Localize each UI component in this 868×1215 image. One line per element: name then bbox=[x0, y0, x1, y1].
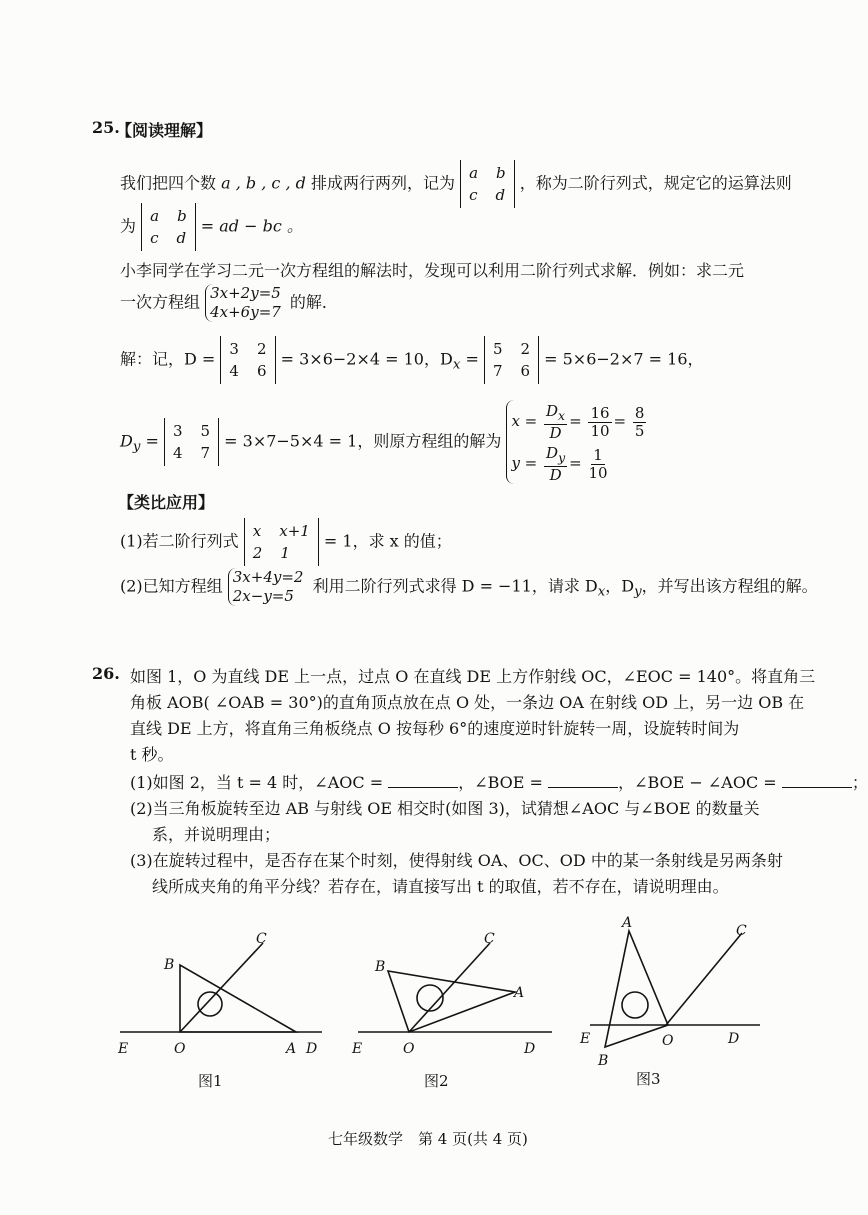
q25-line3: 小李同学在学习二元一次方程组的解法时，发现可以利用二阶行列式求解．例如：求二元 bbox=[120, 261, 745, 280]
q25-line1 bbox=[120, 160, 792, 208]
q26-sub2b: 系，并说明理由； bbox=[152, 825, 281, 844]
s1-text-d: ； bbox=[851, 773, 868, 792]
figures bbox=[100, 905, 780, 1095]
det-Dy: 3 5 4 7 bbox=[164, 418, 219, 466]
q25-line1-vars: a , b , c , d bbox=[221, 173, 306, 193]
q25-header2: 【类比应用】 bbox=[118, 493, 215, 512]
sub-y: y bbox=[132, 439, 141, 455]
answer-blank-boe[interactable] bbox=[548, 773, 618, 788]
det-Dx: 5 2 7 6 bbox=[484, 336, 539, 384]
answer-blank-difference[interactable] bbox=[782, 773, 852, 788]
sol2-text-b: = bbox=[145, 431, 159, 451]
answer-blank-aoc[interactable] bbox=[388, 773, 458, 788]
q25-line1-text-a: 我们把四个数 bbox=[120, 173, 217, 193]
q26-sub3b: 线所成夹角的角平分线？若存在，请直接写出 t 的取值，若不存在，请说明理由。 bbox=[152, 877, 729, 896]
fig2-label-E: E bbox=[352, 1041, 363, 1057]
q25-line4 bbox=[120, 284, 338, 322]
fig2-caption: 图2 bbox=[424, 1072, 449, 1090]
fig3-label-D: D bbox=[728, 1031, 740, 1047]
q26-line4: t 秒。 bbox=[130, 745, 174, 764]
fig2-label-A: A bbox=[514, 985, 525, 1001]
p2-text-a: (2)已知方程组 bbox=[120, 576, 223, 596]
q25-line2-text-a: 为 bbox=[120, 216, 137, 236]
p2-sub-x: x bbox=[597, 584, 606, 600]
fig3-label-B: B bbox=[598, 1053, 609, 1069]
fig1-label-C: C bbox=[256, 931, 267, 947]
fig1-label-B: B bbox=[164, 957, 175, 973]
fig2-label-B: B bbox=[375, 959, 386, 975]
det-p1: x x+1 2 1 bbox=[244, 518, 319, 566]
fig3-caption: 图3 bbox=[636, 1070, 661, 1088]
p1-text-b: = 1，求 x 的值； bbox=[323, 531, 452, 551]
q26-line2: 角板 AOB( ∠OAB = 30°)的直角顶点放在点 O 处，一条边 OA 在射线 OD 上，另一边 OB 在 bbox=[130, 693, 805, 712]
p2-sub-y: y bbox=[634, 584, 642, 600]
q25-line2 bbox=[120, 203, 303, 251]
q25-part1 bbox=[120, 518, 452, 566]
sol-text-a: 解：记，D = bbox=[120, 349, 216, 369]
det-rule: a b c d bbox=[141, 203, 196, 251]
sol-text-c: = bbox=[465, 349, 479, 369]
fig1-label-E: E bbox=[118, 1041, 129, 1057]
p2-text-c: ，D bbox=[605, 576, 635, 596]
fig1-caption: 图1 bbox=[198, 1072, 223, 1090]
q25-part2 bbox=[120, 568, 818, 606]
fig1-label-O: O bbox=[174, 1041, 186, 1057]
sol2-text-a: D bbox=[120, 431, 133, 451]
fig2-label-D: D bbox=[524, 1041, 536, 1057]
det-abcd: a b c d bbox=[460, 160, 515, 208]
q25-line1-text-b: 排成两行两列，记为 bbox=[310, 173, 455, 193]
fig3-label-C: C bbox=[736, 923, 747, 939]
q25-solution-line1 bbox=[120, 336, 704, 384]
s1-text-c: ，∠BOE − ∠AOC = bbox=[618, 773, 777, 792]
q26-number: 26. bbox=[92, 664, 120, 683]
equation-system-1: 3x+2y=5 4x+6y=7 bbox=[205, 284, 285, 322]
q25-solution-line2 bbox=[120, 400, 652, 484]
q26-sub3a: (3)在旋转过程中，是否存在某个时刻，使得射线 OA、OC、OD 中的某一条射线是另两条射 bbox=[130, 851, 783, 870]
q26-line3: 直线 DE 上方，将直角三角板绕点 O 按每秒 6°的速度逆时针旋转一周，设旋转时间为 bbox=[130, 719, 740, 738]
q25-line4-text-a: 一次方程组 bbox=[120, 292, 201, 312]
q25-number: 25. bbox=[92, 118, 120, 137]
q25-line1-text-c: ，称为二阶行列式，规定它的运算法则 bbox=[519, 173, 792, 193]
sol-text-b: = 3×6−2×4 = 10，D bbox=[280, 349, 453, 369]
s1-text-a: (1)如图 2，当 t = 4 时，∠AOC = bbox=[130, 773, 384, 792]
fig1-label-D: D bbox=[306, 1041, 318, 1057]
figure-3-drawing bbox=[590, 931, 760, 1047]
equation-system-2: 3x+4y=2 2x−y=5 bbox=[228, 568, 308, 606]
s1-text-b: ，∠BOE = bbox=[458, 773, 543, 792]
q26-sub1 bbox=[130, 770, 868, 793]
fig2-label-O: O bbox=[403, 1041, 415, 1057]
sol2-text-c: = 3×7−5×4 = 1，则原方程组的解为 bbox=[224, 431, 502, 451]
p1-text-a: (1)若二阶行列式 bbox=[120, 531, 239, 551]
figure-1-drawing bbox=[120, 943, 322, 1032]
fig3-label-O: O bbox=[662, 1033, 674, 1049]
fig3-label-E: E bbox=[580, 1031, 591, 1047]
p2-text-d: ，并写出该方程组的解。 bbox=[641, 576, 818, 596]
sol-text-d: = 5×6−2×7 = 16， bbox=[544, 349, 704, 369]
fig1-label-A: A bbox=[286, 1041, 297, 1057]
page-footer: 七年级数学 第 4 页(共 4 页) bbox=[328, 1130, 528, 1148]
q25-line2-text-b: = ad − bc 。 bbox=[200, 216, 303, 236]
fig2-label-C: C bbox=[484, 931, 495, 947]
sub-x: x bbox=[452, 357, 461, 373]
fig3-label-A: A bbox=[622, 915, 633, 931]
q25-header: 【阅读理解】 bbox=[116, 121, 213, 140]
solution-system: x = $\frac{D_x}{D}$ = $\frac{16}{10}$ = $\frac{8}{5}$ y = $\frac{D_y}{D}$ = $\frac{1}{10}$ bbox=[506, 400, 652, 484]
q26-line1: 如图 1，O 为直线 DE 上一点，过点 O 在直线 DE 上方作射线 OC，∠EOC = 140°。将直角三 bbox=[130, 667, 816, 686]
q26-sub2a: (2)当三角板旋转至边 AB 与射线 OE 相交时(如图 3)，试猜想∠AOC 与∠BOE 的数量关 bbox=[130, 799, 760, 818]
q25-line4-text-b: 的解． bbox=[289, 292, 338, 312]
p2-text-b: 利用二阶行列式求得 D = −11，请求 D bbox=[312, 576, 598, 596]
det-D: 3 2 4 6 bbox=[220, 336, 275, 384]
